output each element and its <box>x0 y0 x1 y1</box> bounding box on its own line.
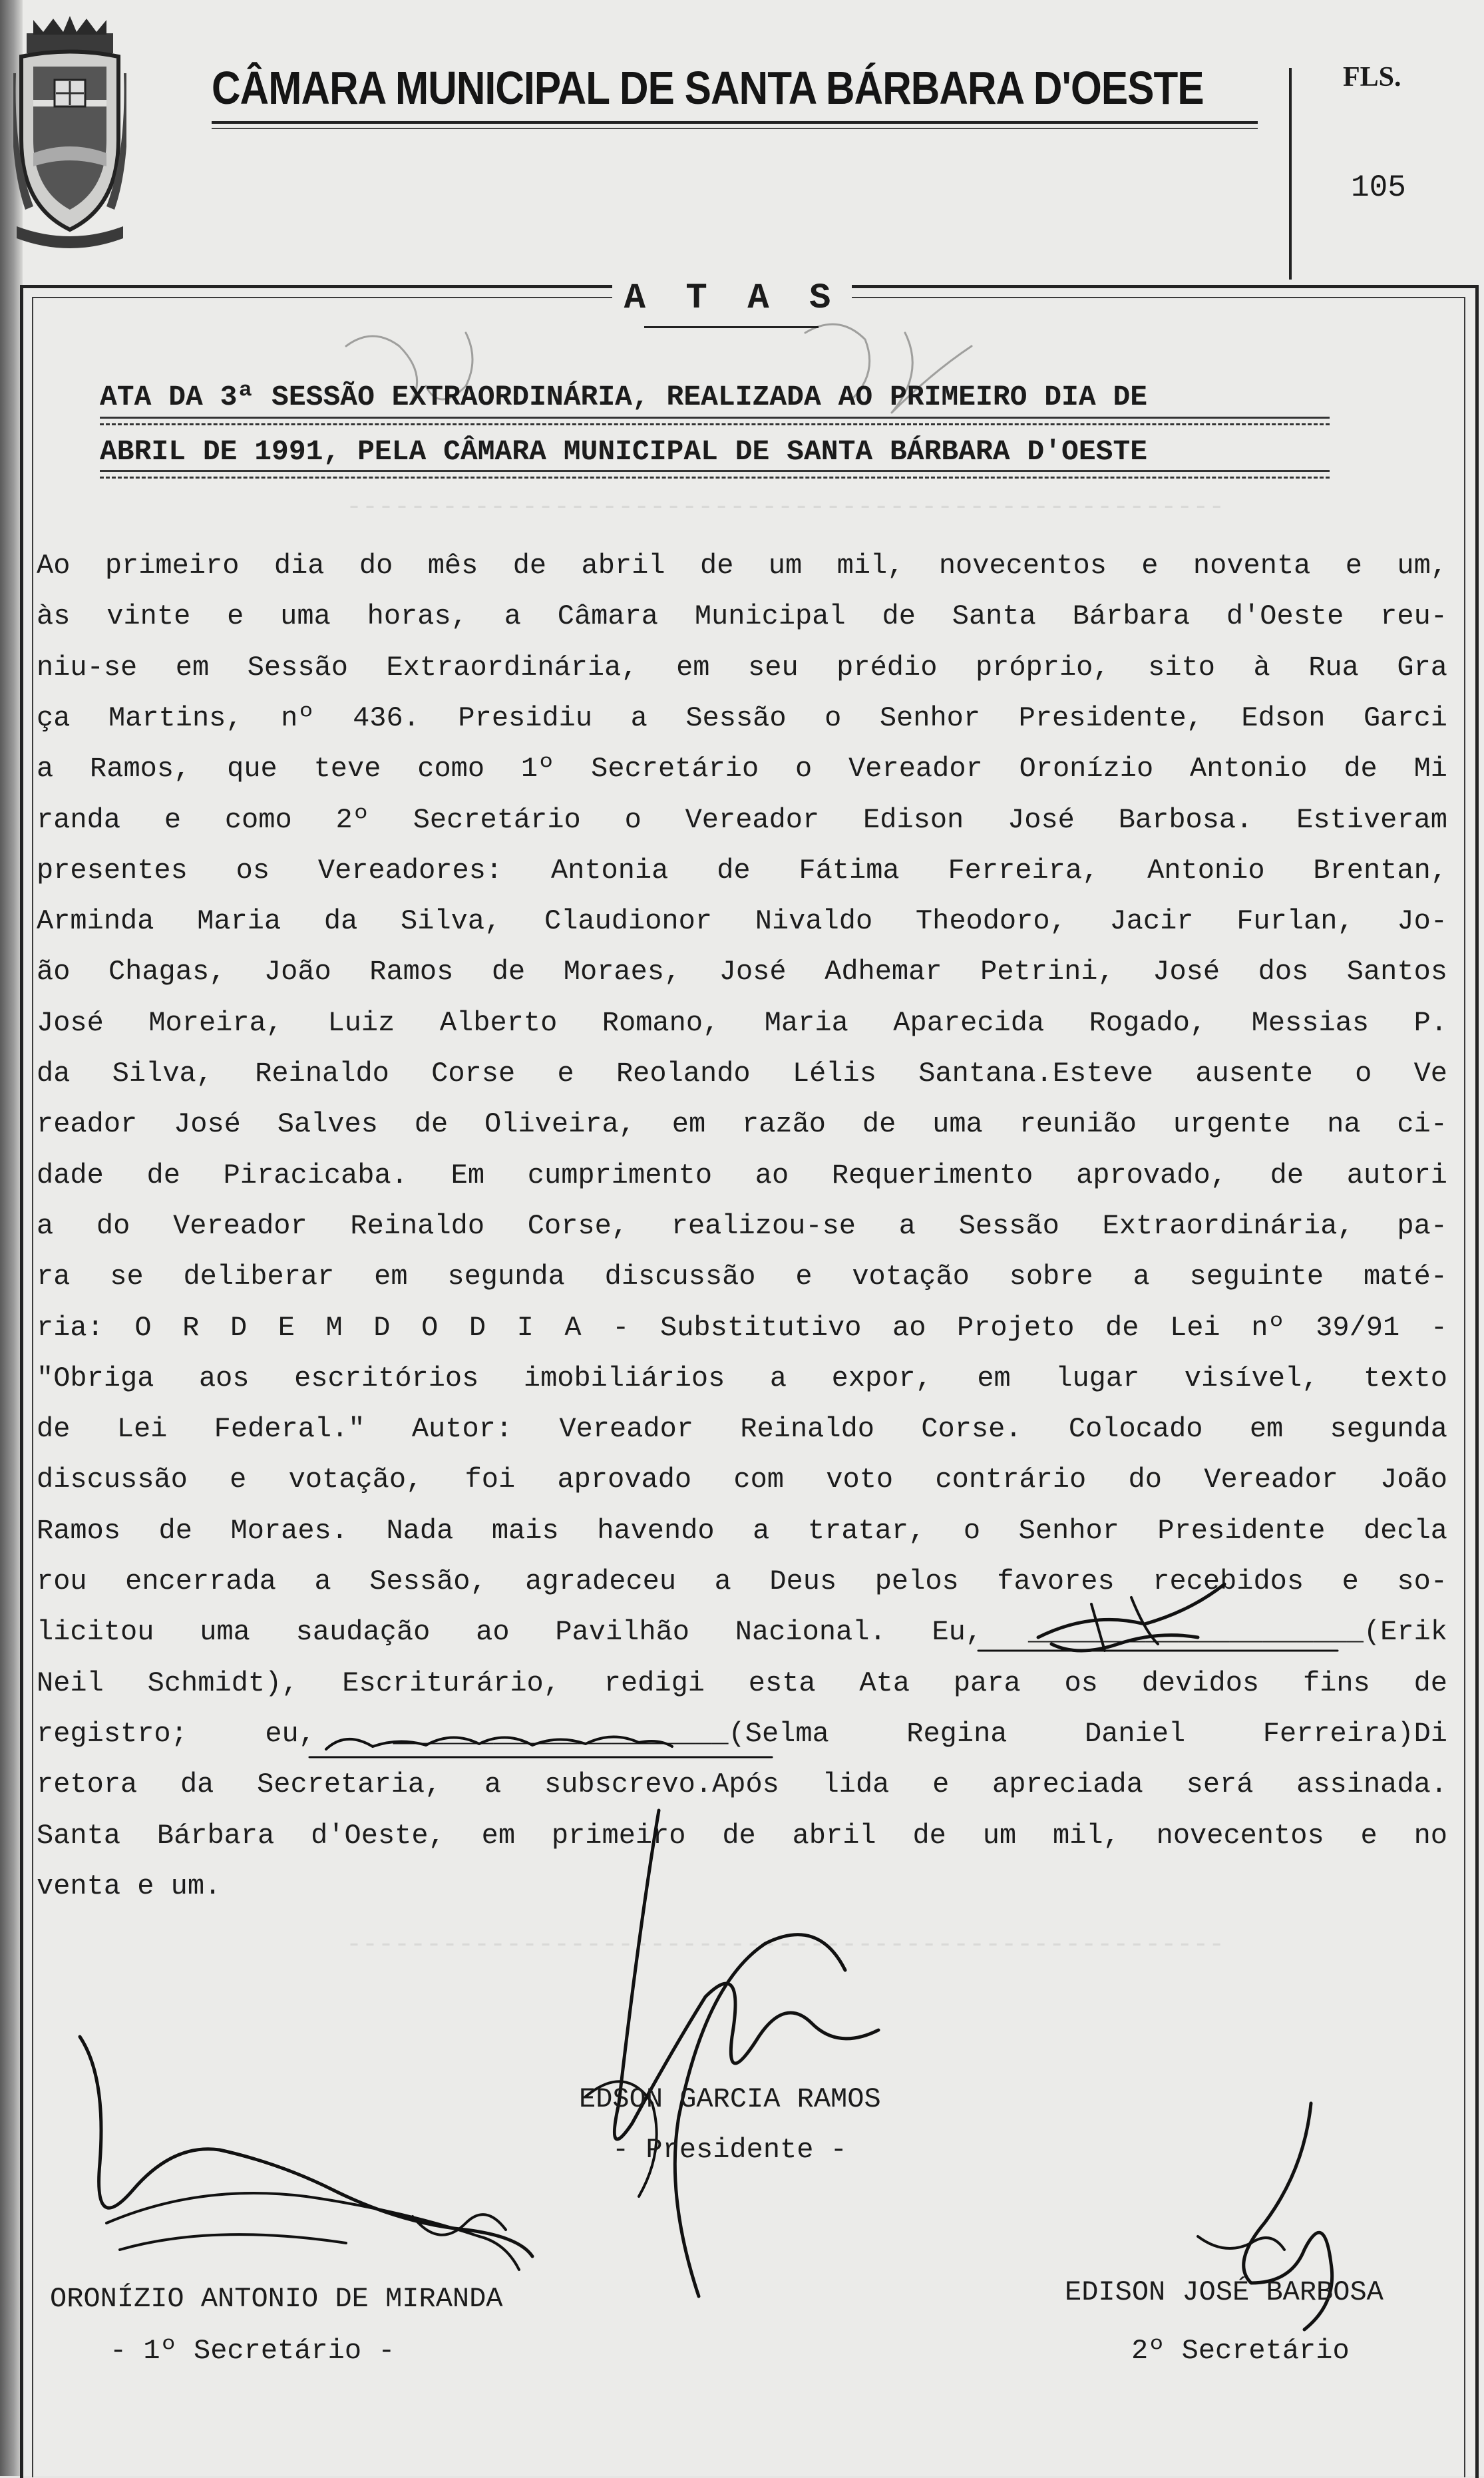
minutes-line: Santa Bárbara d'Oeste, em primeiro de abril de um mil, novecentos e no <box>37 1819 1447 1852</box>
divider <box>644 326 819 328</box>
minutes-line: retora da Secretaria, a subscrevo.Após lida e apreciada será assinada. <box>37 1768 1447 1801</box>
municipal-crest-icon <box>13 7 126 253</box>
first-secretary-role: - 1º Secretário - <box>110 2335 395 2367</box>
minutes-line: da Silva, Reinaldo Corse e Reolando Lélis Santana.Esteve ausente o Ve <box>37 1058 1447 1090</box>
divider <box>212 121 1258 124</box>
minutes-line: José Moreira, Luiz Alberto Romano, Maria Aparecida Rogado, Messias P. <box>37 1006 1447 1039</box>
section-title: A T A S <box>624 278 840 319</box>
divider <box>100 477 1330 479</box>
minutes-line: ão Chagas, João Ramos de Moraes, José Adhemar Petrini, José dos Santos <box>37 956 1447 988</box>
minutes-line: a do Vereador Reinaldo Corse, realizou-se a Sessão Extraordinária, pa- <box>37 1209 1447 1242</box>
minutes-line: de Lei Federal." Autor: Vereador Reinaldo Corse. Colocado em segunda <box>37 1413 1447 1446</box>
minutes-line: rou encerrada a Sessão, agradeceu a Deus pelos favores recebidos e so- <box>37 1565 1447 1597</box>
minutes-line: Neil Schmidt), Escriturário, redigi esta Ata para os devidos fins de <box>37 1667 1447 1699</box>
document-title-line-2: ABRIL DE 1991, PELA CÂMARA MUNICIPAL DE SANTA BÁRBARA D'OESTE <box>100 435 1148 468</box>
president-role: - Presidente - <box>612 2134 847 2166</box>
minutes-line: licitou uma saudação ao Pavilhão Nacional. Eu, ____________________(Erik <box>37 1616 1447 1649</box>
minutes-line: ça Martins, nº 436. Presidiu a Sessão o Senhor Presidente, Edson Garci <box>37 702 1447 734</box>
minutes-line: Ramos de Moraes. Nada mais havendo a tratar, o Senhor Presidente decla <box>37 1514 1447 1547</box>
fls-label: FLS. <box>1343 62 1401 93</box>
divider <box>1289 68 1292 280</box>
scan-edge <box>0 0 23 2476</box>
minutes-line: niu-se em Sessão Extraordinária, em seu prédio próprio, sito à Rua Gra <box>37 651 1447 684</box>
document-title-line-1: ATA DA 3ª SESSÃO EXTRAORDINÁRIA, REALIZADA AO PRIMEIRO DIA DE <box>100 381 1148 413</box>
second-secretary-role: 2º Secretário <box>1131 2335 1350 2367</box>
minutes-line: ria: O R D E M D O D I A - Substitutivo ao Projeto de Lei nº 39/91 - <box>37 1311 1447 1344</box>
first-secretary-name: ORONÍZIO ANTONIO DE MIRANDA <box>50 2283 503 2315</box>
second-secretary-name: EDISON JOSÉ BARBOSA <box>1065 2276 1384 2308</box>
minutes-line: Ao primeiro dia do mês de abril de um mil, novecentos e noventa e um, <box>37 550 1447 582</box>
minutes-line: registro; eu, ____________________(Selma Regina Daniel Ferreira)Di <box>37 1717 1447 1750</box>
minutes-line: reador José Salves de Oliveira, em razão de uma reunião urgente na ci- <box>37 1108 1447 1141</box>
divider <box>100 470 1330 472</box>
council-name: CÂMARA MUNICIPAL DE SANTA BÁRBARA D'OESTE <box>212 62 1204 114</box>
minutes-line: dade de Piracicaba. Em cumprimento ao Requerimento aprovado, de autori <box>37 1159 1447 1191</box>
divider <box>212 128 1258 129</box>
minutes-line: discussão e votação, foi aprovado com voto contrário do Vereador João <box>37 1464 1447 1496</box>
minutes-line: "Obriga aos escritórios imobiliários a expor, em lugar visível, texto <box>37 1362 1447 1394</box>
bleed-through: ------------------------------------------------------- <box>346 493 1225 522</box>
divider <box>100 417 1330 419</box>
minutes-line: a Ramos, que teve como 1º Secretário o Vereador Oronízio Antonio de Mi <box>37 753 1447 785</box>
minutes-line: às vinte e uma horas, a Câmara Municipal de Santa Bárbara d'Oeste reu- <box>37 600 1447 633</box>
president-name: EDSON GARCIA RAMOS <box>579 2083 881 2115</box>
divider <box>100 423 1330 425</box>
minutes-line: venta e um. <box>37 1870 222 1902</box>
minutes-line: ra se deliberar em segunda discussão e votação sobre a seguinte maté- <box>37 1261 1447 1293</box>
minutes-line: Arminda Maria da Silva, Claudionor Nivaldo Theodoro, Jacir Furlan, Jo- <box>37 905 1447 938</box>
page-number: 105 <box>1351 170 1406 205</box>
bleed-through: ------------------------------------------------------- <box>346 1930 1225 1960</box>
minutes-line: presentes os Vereadores: Antonia de Fátima Ferreira, Antonio Brentan, <box>37 854 1447 887</box>
minutes-line: randa e como 2º Secretário o Vereador Edison José Barbosa. Estiveram <box>37 803 1447 836</box>
